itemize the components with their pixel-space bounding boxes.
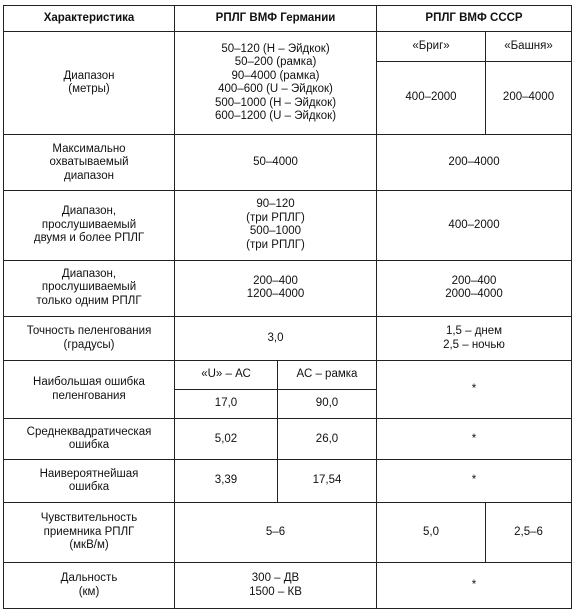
rms-error-ussr: * [377, 419, 572, 460]
brig-name: «Бриг» [377, 32, 486, 62]
max-range-label: Максимально охватываемый диапазон [4, 135, 175, 191]
two-plus-germany: 90–120 (три РПЛГ) 500–1000 (три РПЛГ) [175, 191, 377, 260]
sensitivity-germany: 5–6 [175, 502, 377, 562]
max-error-sub1: «U» – АС [175, 361, 278, 390]
max-error-row [4, 361, 572, 390]
probable-error-ussr: * [377, 460, 572, 503]
rms-error-val2: 26,0 [278, 419, 377, 460]
two-plus-ussr: 400–2000 [377, 191, 572, 260]
single-ussr: 200–400 2000–4000 [377, 260, 572, 316]
accuracy-label: Точность пеленгования (градусы) [4, 316, 175, 361]
max-range-germany: 50–4000 [175, 135, 377, 191]
single-germany: 200–400 1200–4000 [175, 260, 377, 316]
max-error-label: Наибольшая ошибка пеленгования [4, 361, 175, 419]
range-row [4, 32, 572, 62]
distance-germany: 300 – ДВ 1500 – КВ [175, 563, 377, 609]
probable-error-label: Наивероятнейшая ошибка [4, 460, 175, 503]
sensitivity-row [4, 502, 572, 562]
max-range-row [4, 135, 572, 191]
rms-error-row [4, 419, 572, 460]
max-error-val2: 90,0 [278, 389, 377, 419]
bashnya-name: «Башня» [486, 32, 572, 62]
two-plus-row [4, 191, 572, 260]
sensitivity-bashnya: 2,5–6 [486, 502, 572, 562]
brig-range-value: 400–2000 [377, 62, 486, 135]
max-range-ussr: 200–4000 [377, 135, 572, 191]
probable-error-val1: 3,39 [175, 460, 278, 503]
distance-row [4, 563, 572, 609]
two-plus-label: Диапазон, прослушиваемый двумя и более РПЛГ [4, 191, 175, 260]
accuracy-germany: 3,0 [175, 316, 377, 361]
accuracy-ussr: 1,5 – днем 2,5 – ночью [377, 316, 572, 361]
single-row [4, 260, 572, 316]
max-error-val1: 17,0 [175, 389, 278, 419]
distance-ussr: * [377, 563, 572, 609]
rms-error-label: Среднеквадратическая ошибка [4, 419, 175, 460]
single-label: Диапазон, прослушиваемый только одним РПЛГ [4, 260, 175, 316]
header-ussr: РПЛГ ВМФ СССР [377, 6, 572, 32]
sensitivity-label: Чувствительность приемника РПЛГ (мкВ/м) [4, 502, 175, 562]
max-error-sub2: АС – рамка [278, 361, 377, 390]
header-germany: РПЛГ ВМФ Германии [175, 6, 377, 32]
rms-error-val1: 5,02 [175, 419, 278, 460]
distance-label: Дальность (км) [4, 563, 175, 609]
sensitivity-brig: 5,0 [377, 502, 486, 562]
header-row [4, 6, 572, 32]
range-label: Диапазон (метры) [4, 32, 175, 135]
max-error-ussr: * [377, 361, 572, 419]
accuracy-row [4, 316, 572, 361]
probable-error-val2: 17,54 [278, 460, 377, 503]
probable-error-row [4, 460, 572, 503]
comparison-table [3, 5, 572, 609]
bashnya-range-value: 200–4000 [486, 62, 572, 135]
range-germany: 50–120 (Н – Эйдкок) 50–200 (рамка) 90–4000 (рамка) 400–600 (U – Эйдкок) 500–1000 (Н – Эйдкок) 600–1200 (U – Эйдкок) [175, 32, 377, 135]
header-characteristic: Характеристика [4, 6, 175, 32]
